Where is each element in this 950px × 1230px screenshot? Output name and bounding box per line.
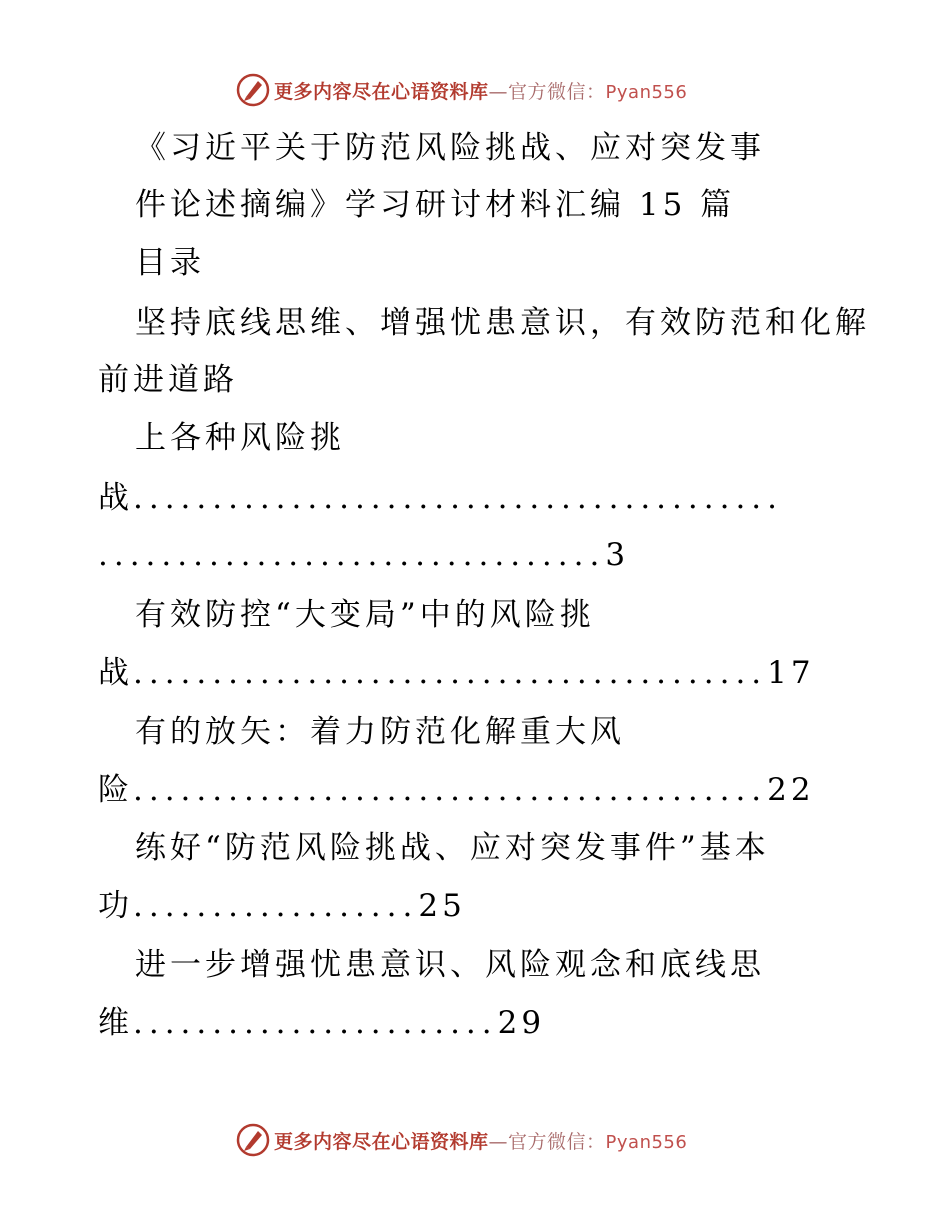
- toc-entry-5-page: 29: [497, 1005, 546, 1041]
- footer-watermark: [236, 1120, 687, 1160]
- toc-entry-4-page: 25: [418, 888, 466, 924]
- document-title-line-2: 件论述摘编》学习研讨材料汇编 15 篇: [135, 187, 736, 223]
- toc-entry-4-dots: ..................: [133, 888, 419, 924]
- document-title-line-1: 《习近平关于防范风险挑战、应对突发事: [135, 130, 765, 166]
- banner-brand: 更多内容尽在心语资料库: [274, 1130, 489, 1153]
- toc-entry-3-dots: ........................................: [133, 772, 768, 808]
- toc-entry-4-leader[interactable]: [98, 886, 466, 926]
- toc-entry-2-dots: ........................................: [133, 655, 768, 691]
- toc-entry-3-lead: 险: [98, 772, 133, 808]
- pen-logo-icon: [236, 73, 270, 107]
- toc-entry-1-leader[interactable]: [98, 478, 783, 518]
- toc-entry-1-dots: .........................................: [133, 480, 784, 516]
- toc-entry-2-leader[interactable]: [98, 653, 815, 693]
- banner-text: [274, 1127, 687, 1154]
- banner-separator: —官方微信：: [488, 80, 606, 103]
- banner-account: Pyan556: [605, 1131, 688, 1153]
- banner-separator: —官方微信：: [488, 1130, 606, 1153]
- toc-entry-4-line-1: 练好“防范风险挑战、应对突发事件”基本: [135, 830, 770, 866]
- toc-entry-4-lead: 功: [98, 888, 133, 924]
- pen-logo-icon: [236, 1123, 270, 1157]
- toc-entry-1-lead: 战: [98, 480, 133, 516]
- toc-entry-5-dots: .......................: [133, 1005, 498, 1041]
- toc-entry-2-line-1: 有效防控“大变局”中的风险挑: [135, 597, 595, 633]
- toc-entry-1-dots-cont: ................................: [98, 537, 606, 573]
- toc-entry-5-leader[interactable]: [98, 1003, 545, 1043]
- toc-entry-1-line-2: 前进道路: [98, 362, 238, 398]
- toc-entry-2-page: 17: [767, 655, 815, 691]
- toc-entry-3-line-1: 有的放矢：着力防范化解重大风: [135, 714, 625, 750]
- toc-entry-2-lead: 战: [98, 655, 133, 691]
- toc-entry-5-line-1: 进一步增强忧患意识、风险观念和底线思: [135, 947, 765, 983]
- toc-entry-1-page: 3: [605, 537, 630, 573]
- header-watermark: [236, 70, 687, 110]
- banner-brand: 更多内容尽在心语资料库: [274, 80, 489, 103]
- banner-account: Pyan556: [605, 81, 688, 103]
- banner-text: [274, 77, 687, 104]
- toc-entry-1-line-3: 上各种风险挑: [135, 420, 345, 456]
- toc-heading: 目录: [135, 245, 205, 281]
- toc-entry-1-line-1: 坚持底线思维、增强忧患意识，有效防范和化解: [135, 305, 870, 341]
- toc-entry-3-leader[interactable]: [98, 770, 815, 810]
- toc-entry-5-lead: 维: [98, 1005, 133, 1041]
- toc-entry-3-page: 22: [767, 772, 815, 808]
- toc-entry-1-leader-cont[interactable]: [98, 535, 629, 575]
